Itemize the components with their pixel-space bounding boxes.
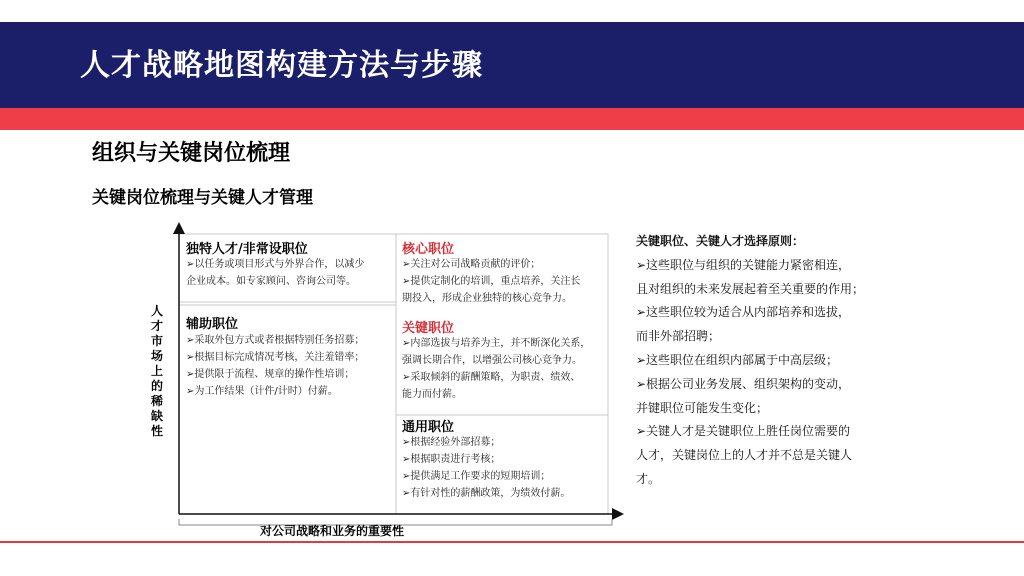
principle-line: 且对组织的未来发展起着至关重要的作用； xyxy=(636,281,865,296)
quadrant-unique-title: 独特人才/非常设职位 xyxy=(186,242,308,257)
principle-line: ➢这些职位与组织的关键能力紧密相连， xyxy=(636,257,851,272)
quadrant-key-title: 关键职位 xyxy=(402,321,455,336)
principle-line: 才。 xyxy=(636,471,661,486)
section-heading: 组织与关键岗位梳理 xyxy=(92,141,291,166)
quadrant-general-text: ➢根据经验外部招募； ➢根据职责进行考核； ➢提供满足工作要求的短期培训； ➢有针对性的薪酬政策，为绩效付薪。 xyxy=(402,437,571,499)
section-subheading: 关键岗位梳理与关键人才管理 xyxy=(92,188,313,208)
principle-line: ➢这些职位在组织内部属于中高层级； xyxy=(636,352,839,367)
quadrant-unique-text: ➢以任务或项目形式与外界合作，以减少 企业成本。如专家顾问、咨询公司等。 xyxy=(186,259,365,287)
x-axis-label: 对公司战略和业务的重要性 xyxy=(260,524,405,538)
quadrant-key-text: ➢内部选拔与培养为主，并不断深化关系， 强调长期合作，以增强公司核心竞争力。 ➢采取倾斜的薪酬策略，为职责、绩效、 能力而付薪。 xyxy=(402,338,591,400)
footer-line xyxy=(0,541,1024,543)
principle-line: 并键职位可能发生变化； xyxy=(636,400,769,415)
principles-title: 关键职位、关键人才选择原则： xyxy=(636,234,805,248)
principle-line: ➢这些职位较为适合从内部培养和选拔， xyxy=(636,305,851,320)
principle-line: 而非外部招聘； xyxy=(636,329,721,344)
principle-line: ➢根据公司业务发展、组织架构的变动， xyxy=(636,376,851,391)
slide-title: 人才战略地图构建方法与步骤 xyxy=(80,48,483,83)
selection-principles xyxy=(636,230,886,492)
quadrant-core-title: 核心职位 xyxy=(402,242,455,257)
quadrant-support-title: 辅助职位 xyxy=(186,317,239,332)
principle-line: 人才，关键岗位上的人才并不总是关键人 xyxy=(636,448,853,463)
quadrant-general-title: 通用职位 xyxy=(402,420,455,435)
quadrant-support-text: ➢采取外包方式或者根据特别任务招募； ➢根据目标完成情况考核，关注羞错率； ➢提供限于流程、规章的操作性培训； ➢为工作结果（计件/计时）付薪。 xyxy=(186,335,365,397)
quadrant-core-text: ➢关注对公司战略贡献的评价； ➢提供定制化的培训，重点培养，关注长 期投入，形成企业独特的核心竞争力。 xyxy=(402,259,581,304)
principle-line: ➢关键人才是关键职位上胜任岗位需要的 xyxy=(636,424,851,439)
y-axis-label: 人 才 市 场 上 的 稀 缺 性 xyxy=(150,304,163,438)
